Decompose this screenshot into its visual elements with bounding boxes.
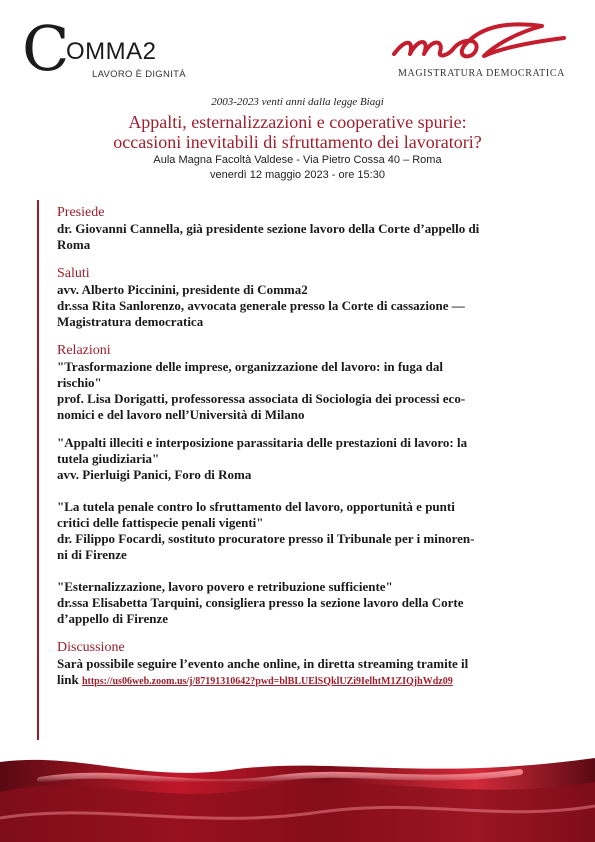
talk-line: avv. Pierluigi Panici, Foro di Roma: [57, 467, 252, 482]
talk-line: "La tutela penale contro lo sfruttamento del lavoro, opportunità e punti: [57, 499, 455, 514]
program: [37, 200, 527, 740]
comma2-logo-c: C: [22, 12, 70, 85]
talk-line: dr. Filippo Focardi, sostituto procuratore presso il Tribunale per i minoren-: [57, 531, 475, 546]
saluti-line: dr.ssa Rita Sanlorenzo, avvocata generale presso la Corte di cassazione —: [57, 298, 465, 313]
link-prefix: link: [57, 672, 79, 687]
red-silk-decoration: [0, 752, 595, 842]
event-title-line-2: occasioni inevitabili di sfruttamento dei lavoratori?: [113, 132, 482, 152]
section-title-saluti: Saluti: [57, 266, 90, 281]
section-title-discussione: Discussione: [57, 640, 125, 655]
talk-line: nomici e del lavoro nell’Università di Milano: [57, 407, 305, 422]
talk-line: d’appello di Firenze: [57, 611, 168, 626]
event-title: [0, 112, 595, 152]
presiede-line: dr. Giovanni Cannella, già presidente sezione lavoro della Corte d’appello di: [57, 221, 480, 236]
comma2-logo-tagline: LAVORO È DIGNITÀ: [92, 69, 186, 80]
event-title-line-1: Appalti, esternalizzazioni e cooperative spurie:: [128, 112, 467, 132]
saluti-line: Magistratura democratica: [57, 314, 204, 329]
saluti-line: avv. Alberto Piccinini, presidente di Comma2: [57, 282, 308, 297]
talk-line: "Esternalizzazione, lavoro povero e retribuzione sufficiente": [57, 579, 393, 594]
event-header: [0, 96, 595, 182]
md-logo-mark: [392, 18, 572, 68]
zoom-link[interactable]: https://us06web.zoom.us/j/87191310642?pwd=blBLUElSQklUZi9IelhtM1ZIQjhWdz09: [81, 676, 453, 687]
section-title-relazioni: Relazioni: [57, 343, 111, 358]
talk-line: prof. Lisa Dorigatti, professoressa associata di Sociologia dei processi eco-: [57, 391, 466, 406]
event-pretitle: 2003-2023 venti anni dalla legge Biagi: [211, 96, 384, 108]
talk-item: [57, 499, 527, 563]
md-logo: [392, 18, 572, 82]
talk-line: tutela giudiziaria": [57, 451, 160, 466]
talk-line: ni di Firenze: [57, 547, 127, 562]
talk-item: [57, 435, 527, 483]
md-logo-tagline: MAGISTRATURA DEMOCRATICA: [398, 68, 565, 79]
discussione-link-line: [57, 672, 527, 690]
discussione-line: Sarà possibile seguire l’evento anche online, in diretta streaming tramite il: [57, 656, 469, 671]
comma2-logo-text: OMMA2: [66, 38, 157, 65]
presiede-line: Roma: [57, 237, 91, 252]
event-venue: Aula Magna Facoltà Valdese - Via Pietro Cossa 40 – Roma: [153, 154, 442, 166]
comma2-logo: [22, 12, 202, 88]
event-date: venerdì 12 maggio 2023 - ore 15:30: [210, 169, 385, 181]
talk-item: [57, 579, 527, 627]
talk-line: "Appalti illeciti e interposizione parassitaria delle prestazioni di lavoro: la: [57, 435, 468, 450]
talk-line: "Trasformazione delle imprese, organizzazione del lavoro: in fuga dal: [57, 359, 443, 374]
talk-line: rischio": [57, 375, 102, 390]
talk-line: critici delle fattispecie penali vigenti": [57, 515, 264, 530]
talk-item: [57, 359, 527, 423]
talk-line: dr.ssa Elisabetta Tarquini, consigliera presso la sezione lavoro della Corte: [57, 595, 464, 610]
section-title-presiede: Presiede: [57, 205, 105, 220]
